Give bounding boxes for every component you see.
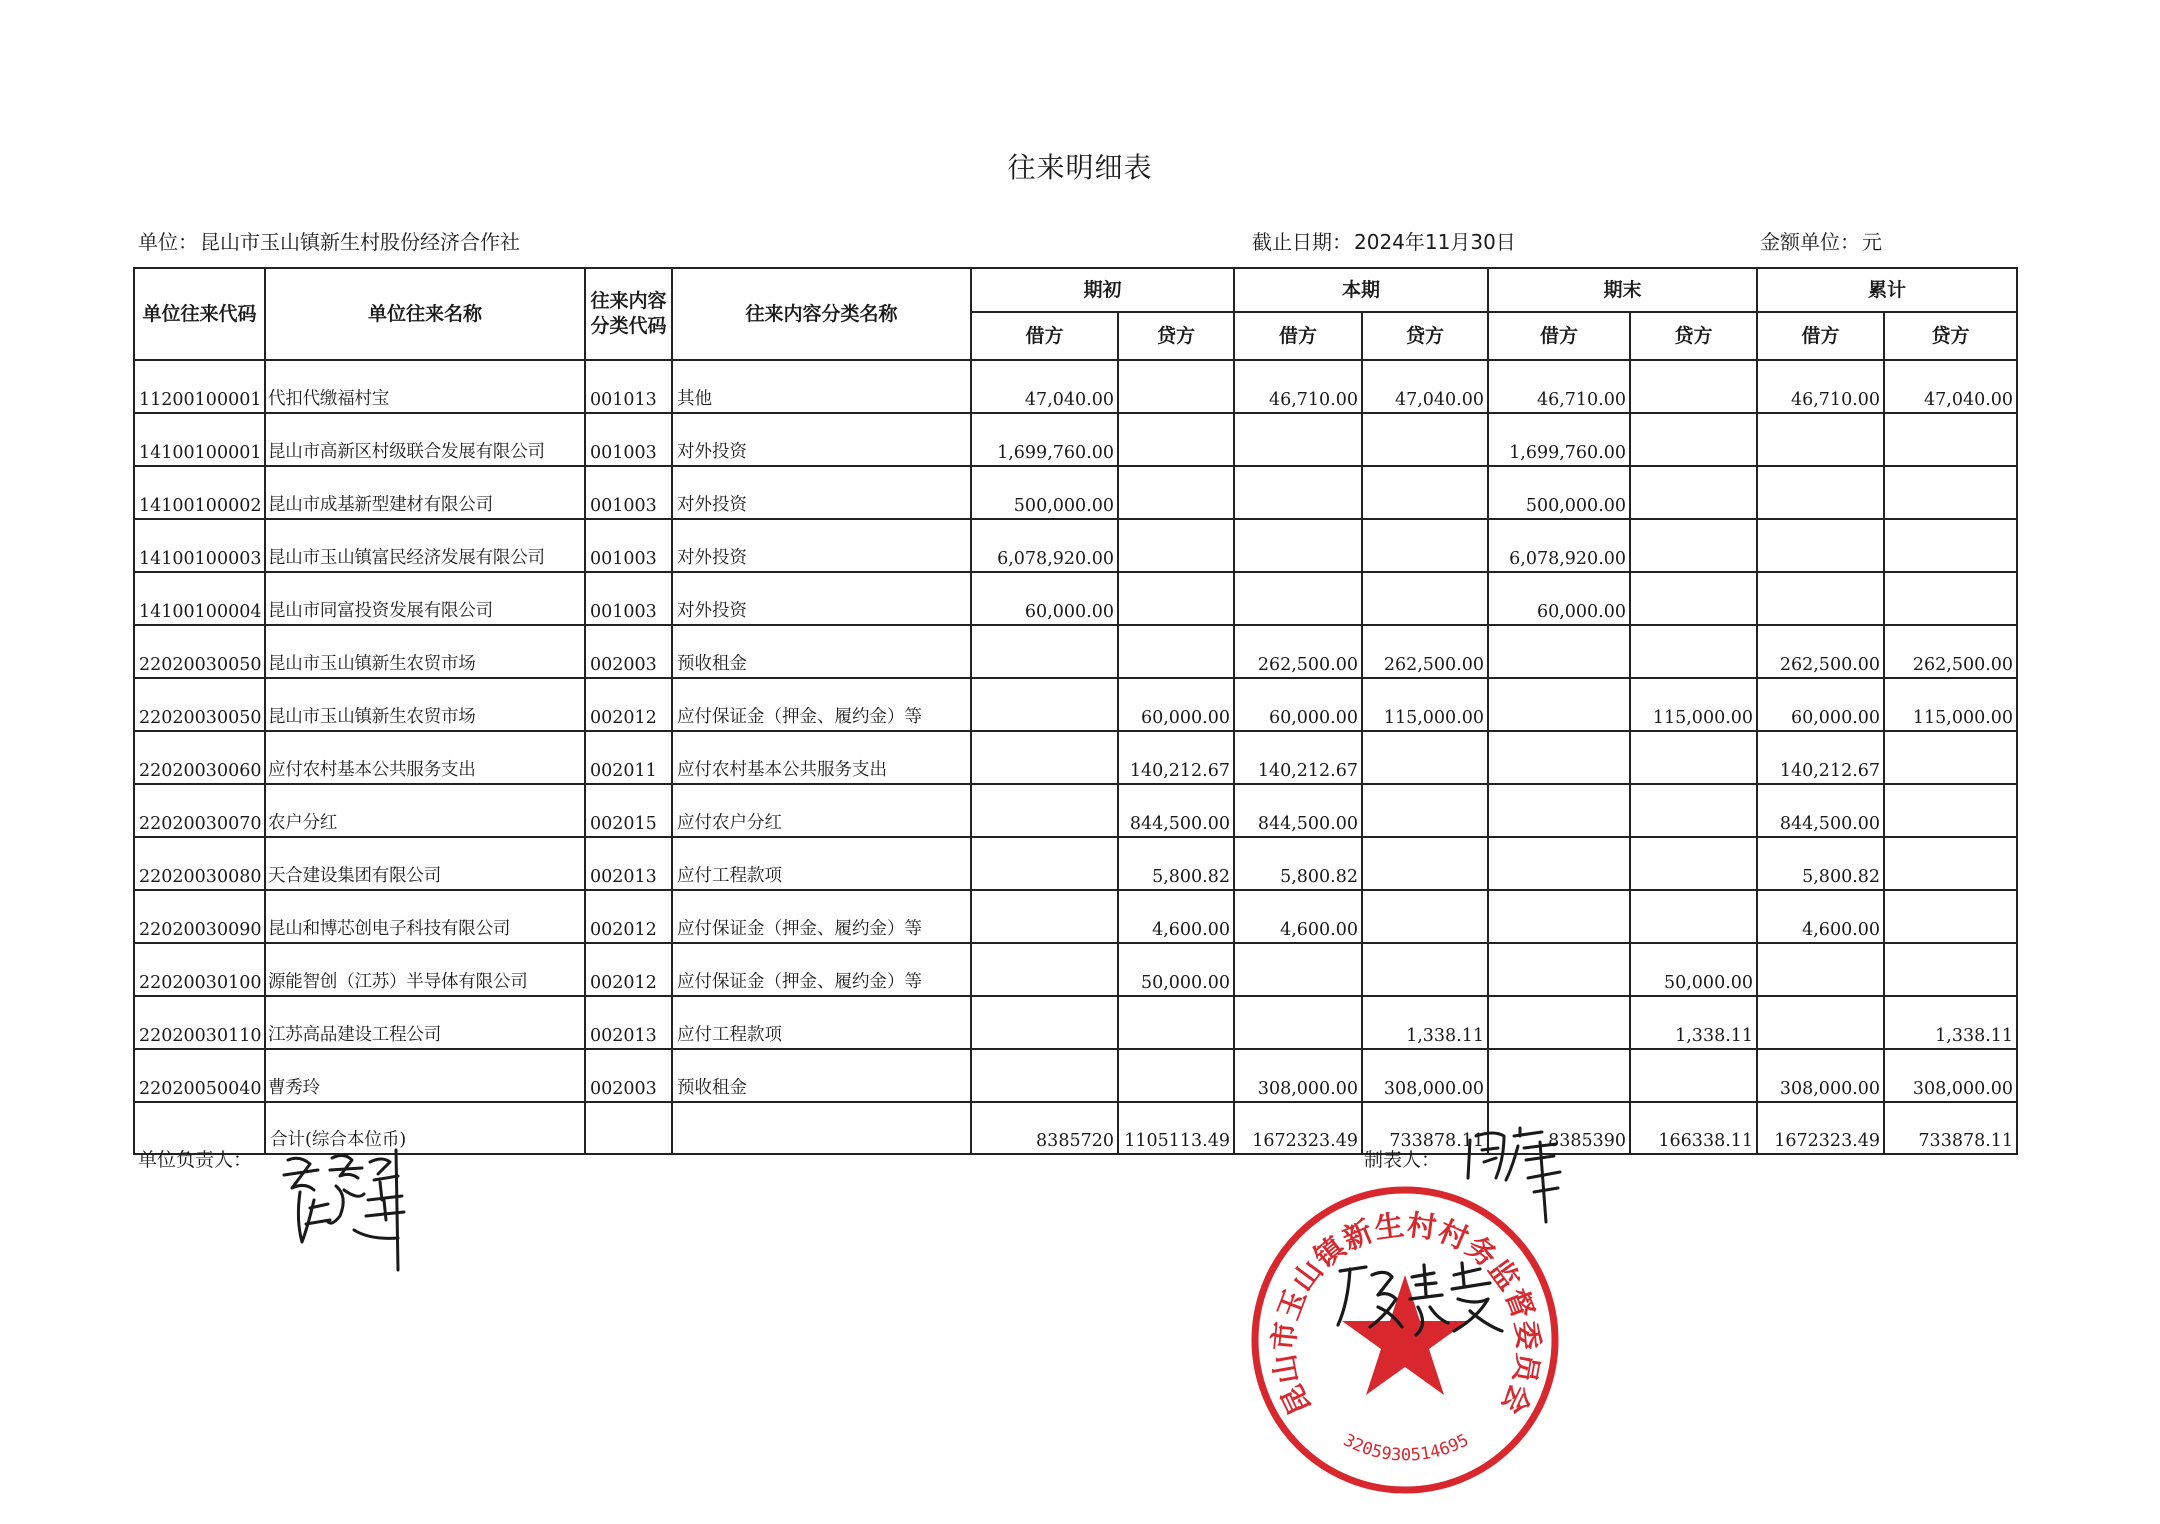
row-open-debit: 47,040.00 [971, 360, 1118, 413]
row-cat-code: 001003 [585, 572, 672, 625]
row-close-credit: 1,338.11 [1630, 996, 1757, 1049]
table-row [134, 890, 2017, 943]
total-open-debit: 8385720 [971, 1102, 1118, 1154]
header-cumulative-debit: 借方 [1757, 312, 1884, 360]
row-cur-credit: 1,338.11 [1362, 996, 1488, 1049]
row-cat-name: 应付保证金（押金、履约金）等 [672, 678, 971, 731]
row-cat-code: 001003 [585, 519, 672, 572]
row-open-debit [971, 890, 1118, 943]
row-open-debit [971, 837, 1118, 890]
row-close-debit [1488, 625, 1630, 678]
row-cum-credit [1884, 466, 2017, 519]
row-close-credit [1630, 413, 1757, 466]
row-cur-credit [1362, 837, 1488, 890]
row-cum-debit [1757, 519, 1884, 572]
table-row [134, 943, 2017, 996]
table-row [134, 996, 2017, 1049]
row-code: 22020050040 [134, 1049, 265, 1102]
header-code: 单位往来代码 [134, 268, 265, 360]
row-close-debit [1488, 890, 1630, 943]
row-cum-debit: 5,800.82 [1757, 837, 1884, 890]
row-open-credit: 50,000.00 [1118, 943, 1234, 996]
header-closing-credit: 贷方 [1630, 312, 1757, 360]
row-cat-code: 001013 [585, 360, 672, 413]
row-cum-debit [1757, 413, 1884, 466]
row-cat-code: 001003 [585, 413, 672, 466]
row-cum-debit: 46,710.00 [1757, 360, 1884, 413]
row-close-debit: 500,000.00 [1488, 466, 1630, 519]
row-cum-credit [1884, 837, 2017, 890]
row-close-debit [1488, 996, 1630, 1049]
table-row [134, 466, 2017, 519]
row-cat-name: 应付保证金（押金、履约金）等 [672, 943, 971, 996]
row-cur-credit: 308,000.00 [1362, 1049, 1488, 1102]
row-close-credit [1630, 784, 1757, 837]
row-code: 14100100002 [134, 466, 265, 519]
total-close-debit: 8385390 [1488, 1102, 1630, 1154]
row-open-credit [1118, 466, 1234, 519]
row-open-debit: 60,000.00 [971, 572, 1118, 625]
row-close-debit [1488, 837, 1630, 890]
row-cum-credit [1884, 519, 2017, 572]
row-open-debit [971, 943, 1118, 996]
row-open-debit [971, 731, 1118, 784]
row-cum-debit [1757, 996, 1884, 1049]
row-close-debit: 6,078,920.00 [1488, 519, 1630, 572]
header-current: 本期 [1234, 268, 1488, 312]
row-cur-credit [1362, 572, 1488, 625]
row-name: 昆山市玉山镇富民经济发展有限公司 [265, 519, 585, 572]
row-close-debit [1488, 1049, 1630, 1102]
table-row [134, 1049, 2017, 1102]
row-cur-debit [1234, 466, 1362, 519]
row-cur-credit [1362, 731, 1488, 784]
total-cur-debit: 1672323.49 [1234, 1102, 1362, 1154]
currency-line [1760, 226, 1882, 255]
header-opening: 期初 [971, 268, 1234, 312]
currency-value: 元 [1862, 230, 1882, 254]
table-row [134, 678, 2017, 731]
row-name: 源能智创（江苏）半导体有限公司 [265, 943, 585, 996]
row-cum-credit: 115,000.00 [1884, 678, 2017, 731]
row-open-credit [1118, 360, 1234, 413]
row-cur-debit: 60,000.00 [1234, 678, 1362, 731]
row-cat-name: 其他 [672, 360, 971, 413]
total-cum-debit: 1672323.49 [1757, 1102, 1884, 1154]
row-cur-debit [1234, 943, 1362, 996]
row-open-debit [971, 996, 1118, 1049]
table-row [134, 360, 2017, 413]
row-cat-name: 对外投资 [672, 572, 971, 625]
row-cat-name: 对外投资 [672, 413, 971, 466]
row-cum-credit: 47,040.00 [1884, 360, 2017, 413]
table-row [134, 731, 2017, 784]
header-cumulative-credit: 贷方 [1884, 312, 2017, 360]
row-open-credit [1118, 1049, 1234, 1102]
row-open-credit: 4,600.00 [1118, 890, 1234, 943]
row-open-debit [971, 784, 1118, 837]
table-row [134, 784, 2017, 837]
row-code: 22020030060 [134, 731, 265, 784]
row-cat-name: 对外投资 [672, 466, 971, 519]
currency-label: 金额单位： [1760, 230, 1860, 254]
unit-value: 昆山市玉山镇新生村股份经济合作社 [200, 230, 520, 254]
row-open-debit: 6,078,920.00 [971, 519, 1118, 572]
table-row [134, 413, 2017, 466]
row-close-credit [1630, 466, 1757, 519]
row-open-credit [1118, 572, 1234, 625]
row-open-debit: 1,699,760.00 [971, 413, 1118, 466]
row-cat-code: 002003 [585, 1049, 672, 1102]
total-cum-credit: 733878.11 [1884, 1102, 2017, 1154]
seal-text: 昆山市玉山镇新生村村务监督委员会 [1266, 1207, 1546, 1421]
row-cur-debit [1234, 519, 1362, 572]
row-open-credit: 140,212.67 [1118, 731, 1234, 784]
row-cat-code: 002012 [585, 943, 672, 996]
row-cum-debit: 140,212.67 [1757, 731, 1884, 784]
header-row-1 [134, 268, 2017, 312]
header-name: 单位往来名称 [265, 268, 585, 360]
row-code: 22020030100 [134, 943, 265, 996]
preparer-label: 制表人： [1364, 1149, 1441, 1171]
row-close-debit: 46,710.00 [1488, 360, 1630, 413]
seal-number: 3205930514695 [1339, 1430, 1473, 1466]
row-cat-name: 对外投资 [672, 519, 971, 572]
row-cat-code: 002015 [585, 784, 672, 837]
row-name: 昆山市高新区村级联合发展有限公司 [265, 413, 585, 466]
row-cum-credit: 308,000.00 [1884, 1049, 2017, 1102]
row-cat-name: 应付工程款项 [672, 837, 971, 890]
header-cumulative: 累计 [1757, 268, 2017, 312]
row-close-credit [1630, 731, 1757, 784]
header-opening-debit: 借方 [971, 312, 1118, 360]
row-cum-debit: 262,500.00 [1757, 625, 1884, 678]
total-open-credit: 1105113.49 [1118, 1102, 1234, 1154]
row-close-debit [1488, 678, 1630, 731]
row-close-credit [1630, 625, 1757, 678]
total-cur-credit: 733878.11 [1362, 1102, 1488, 1154]
row-cum-credit [1884, 731, 2017, 784]
header-closing: 期末 [1488, 268, 1757, 312]
row-close-debit [1488, 784, 1630, 837]
row-open-credit: 5,800.82 [1118, 837, 1234, 890]
cutoff-label: 截止日期： [1252, 230, 1352, 254]
row-name: 昆山和博芯创电子科技有限公司 [265, 890, 585, 943]
cutoff-value: 2024年11月30日 [1354, 230, 1516, 254]
row-cat-code: 002011 [585, 731, 672, 784]
row-name: 代扣代缴福村宝 [265, 360, 585, 413]
cutoff-line [1252, 226, 1516, 255]
header-cat-code: 往来内容分类代码 [585, 268, 672, 360]
row-close-debit: 60,000.00 [1488, 572, 1630, 625]
row-name: 昆山市同富投资发展有限公司 [265, 572, 585, 625]
row-code: 22020030070 [134, 784, 265, 837]
row-cat-name: 应付工程款项 [672, 996, 971, 1049]
header-closing-debit: 借方 [1488, 312, 1630, 360]
row-cur-credit: 115,000.00 [1362, 678, 1488, 731]
row-cum-debit [1757, 943, 1884, 996]
row-close-credit: 115,000.00 [1630, 678, 1757, 731]
row-cum-credit: 1,338.11 [1884, 996, 2017, 1049]
total-cat-code [585, 1102, 672, 1154]
row-cum-debit [1757, 572, 1884, 625]
row-name: 昆山市成基新型建材有限公司 [265, 466, 585, 519]
row-code: 14100100001 [134, 413, 265, 466]
row-name: 农户分红 [265, 784, 585, 837]
row-code: 14100100003 [134, 519, 265, 572]
row-cat-code: 002013 [585, 837, 672, 890]
row-cum-credit [1884, 943, 2017, 996]
row-cur-credit: 47,040.00 [1362, 360, 1488, 413]
row-cat-code: 002012 [585, 890, 672, 943]
row-cat-code: 001003 [585, 466, 672, 519]
row-cur-debit: 140,212.67 [1234, 731, 1362, 784]
row-cur-credit [1362, 413, 1488, 466]
row-close-debit [1488, 731, 1630, 784]
row-cat-name: 应付农村基本公共服务支出 [672, 731, 971, 784]
row-cat-code: 002013 [585, 996, 672, 1049]
row-code: 22020030050 [134, 625, 265, 678]
row-code: 22020030110 [134, 996, 265, 1049]
row-cur-debit: 5,800.82 [1234, 837, 1362, 890]
row-open-debit [971, 1049, 1118, 1102]
row-open-debit [971, 678, 1118, 731]
row-open-credit: 844,500.00 [1118, 784, 1234, 837]
row-open-credit [1118, 625, 1234, 678]
row-close-credit [1630, 837, 1757, 890]
row-name: 应付农村基本公共服务支出 [265, 731, 585, 784]
row-cur-credit: 262,500.00 [1362, 625, 1488, 678]
row-close-credit [1630, 1049, 1757, 1102]
header-cat-name: 往来内容分类名称 [672, 268, 971, 360]
row-open-credit [1118, 413, 1234, 466]
row-cat-name: 预收租金 [672, 625, 971, 678]
row-cat-code: 002012 [585, 678, 672, 731]
row-close-debit: 1,699,760.00 [1488, 413, 1630, 466]
row-open-debit: 500,000.00 [971, 466, 1118, 519]
row-open-debit [971, 625, 1118, 678]
row-name: 江苏高品建设工程公司 [265, 996, 585, 1049]
row-cum-credit: 262,500.00 [1884, 625, 2017, 678]
row-close-credit [1630, 360, 1757, 413]
row-cur-debit [1234, 413, 1362, 466]
head-label: 单位负责人： [138, 1149, 253, 1171]
row-name: 天合建设集团有限公司 [265, 837, 585, 890]
row-code: 11200100001 [134, 360, 265, 413]
row-code: 22020030080 [134, 837, 265, 890]
row-close-debit [1488, 943, 1630, 996]
row-cur-debit [1234, 572, 1362, 625]
row-cur-credit [1362, 466, 1488, 519]
ledger-body [134, 360, 2017, 1154]
row-code: 22020030090 [134, 890, 265, 943]
row-cum-debit: 60,000.00 [1757, 678, 1884, 731]
row-open-credit [1118, 996, 1234, 1049]
row-cat-name: 预收租金 [672, 1049, 971, 1102]
row-open-credit: 60,000.00 [1118, 678, 1234, 731]
unit-label: 单位： [138, 230, 198, 254]
row-cur-debit: 46,710.00 [1234, 360, 1362, 413]
row-code: 14100100004 [134, 572, 265, 625]
total-label: 合计(综合本位币) [265, 1102, 585, 1154]
row-close-credit: 50,000.00 [1630, 943, 1757, 996]
row-cum-credit [1884, 890, 2017, 943]
total-cat-name [672, 1102, 971, 1154]
row-name: 昆山市玉山镇新生农贸市场 [265, 678, 585, 731]
head-signature-icon [270, 1130, 440, 1280]
row-cum-credit [1884, 572, 2017, 625]
row-cum-debit: 844,500.00 [1757, 784, 1884, 837]
row-cur-debit: 844,500.00 [1234, 784, 1362, 837]
table-row [134, 625, 2017, 678]
row-cat-code: 002003 [585, 625, 672, 678]
unit-line [138, 226, 520, 255]
row-open-credit [1118, 519, 1234, 572]
seal-signature-icon [1330, 1255, 1530, 1345]
header-current-debit: 借方 [1234, 312, 1362, 360]
row-cur-credit [1362, 784, 1488, 837]
header-current-credit: 贷方 [1362, 312, 1488, 360]
row-cur-credit [1362, 519, 1488, 572]
row-cum-debit: 308,000.00 [1757, 1049, 1884, 1102]
document-title: 往来明细表 [1007, 151, 1153, 184]
ledger-table [133, 267, 2018, 1155]
row-code: 22020030050 [134, 678, 265, 731]
row-name: 曹秀玲 [265, 1049, 585, 1102]
row-cur-credit [1362, 890, 1488, 943]
row-cur-debit: 308,000.00 [1234, 1049, 1362, 1102]
row-close-credit [1630, 519, 1757, 572]
table-row [134, 837, 2017, 890]
table-row [134, 519, 2017, 572]
row-cat-name: 应付保证金（押金、履约金）等 [672, 890, 971, 943]
row-close-credit [1630, 572, 1757, 625]
row-cat-name: 应付农户分红 [672, 784, 971, 837]
row-cum-credit [1884, 784, 2017, 837]
table-row [134, 572, 2017, 625]
total-close-credit: 166338.11 [1630, 1102, 1757, 1154]
row-cur-debit: 4,600.00 [1234, 890, 1362, 943]
row-cum-debit: 4,600.00 [1757, 890, 1884, 943]
row-cur-debit: 262,500.00 [1234, 625, 1362, 678]
row-cum-credit [1884, 413, 2017, 466]
row-close-credit [1630, 890, 1757, 943]
header-opening-credit: 贷方 [1118, 312, 1234, 360]
row-cur-credit [1362, 943, 1488, 996]
row-name: 昆山市玉山镇新生农贸市场 [265, 625, 585, 678]
row-cum-debit [1757, 466, 1884, 519]
row-cur-debit [1234, 996, 1362, 1049]
